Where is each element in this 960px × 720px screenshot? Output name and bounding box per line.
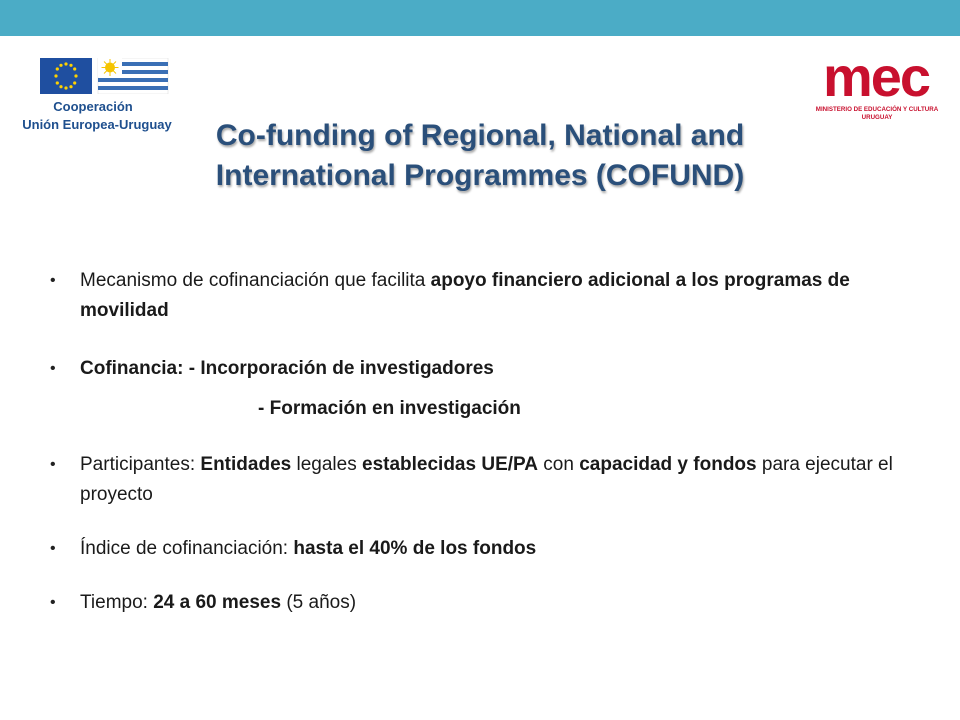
title-line-1: Co-funding of Regional, National and — [215, 119, 745, 152]
bullet-cofinancing-index — [50, 534, 920, 564]
bullet-mechanism-bold: apoyo financiero adicional a los programas de movilidad — [80, 270, 850, 321]
duration-value: 24 a 60 meses — [153, 592, 282, 613]
duration-years: (5 años) — [281, 592, 357, 613]
eu-uruguay-flags-icon — [40, 58, 170, 94]
title-line-2: International Programmes (COFUND) — [215, 159, 745, 192]
participants-entities: Entidades — [200, 454, 292, 475]
participants-label: Participantes: — [80, 454, 201, 475]
bullet-mechanism-text: Mecanismo de cofinanciación que facilita — [80, 270, 431, 291]
mec-logo — [800, 50, 952, 130]
mec-wordmark — [800, 50, 952, 106]
bullet-cofinancia — [50, 354, 920, 384]
participants-established: establecidas UE/PA — [362, 454, 539, 475]
bullet-duration — [50, 588, 920, 618]
duration-label: Tiempo: — [80, 592, 154, 613]
mec-ministry-label: MINISTERIO DE EDUCACIÓN Y CULTURA — [815, 106, 939, 113]
participants-purpose: para ejecutar el proyecto — [80, 454, 893, 505]
top-accent-bar — [0, 0, 960, 36]
eu-uruguay-label: Unión Europea-Uruguay — [22, 117, 172, 132]
participants-capacity: capacidad y fondos — [579, 454, 757, 475]
cooperation-label: Cooperación — [53, 99, 133, 114]
mec-country-label: URUGUAY — [861, 114, 893, 121]
slide-title — [150, 116, 810, 196]
participants-legal: legales — [291, 454, 362, 475]
participants-with: con — [538, 454, 580, 475]
bullet-mechanism — [50, 266, 920, 326]
index-label: Índice de cofinanciación: — [80, 538, 294, 559]
bullet-cofinancia-continuation: - Formación en investigación — [258, 398, 521, 419]
bullet-participants — [50, 450, 920, 510]
bullet-cofinancia-text: Cofinancia: - Incorporación de investigadores — [80, 358, 494, 379]
index-value: hasta el 40% de los fondos — [293, 538, 537, 559]
mec-word-text: mec — [822, 50, 930, 106]
